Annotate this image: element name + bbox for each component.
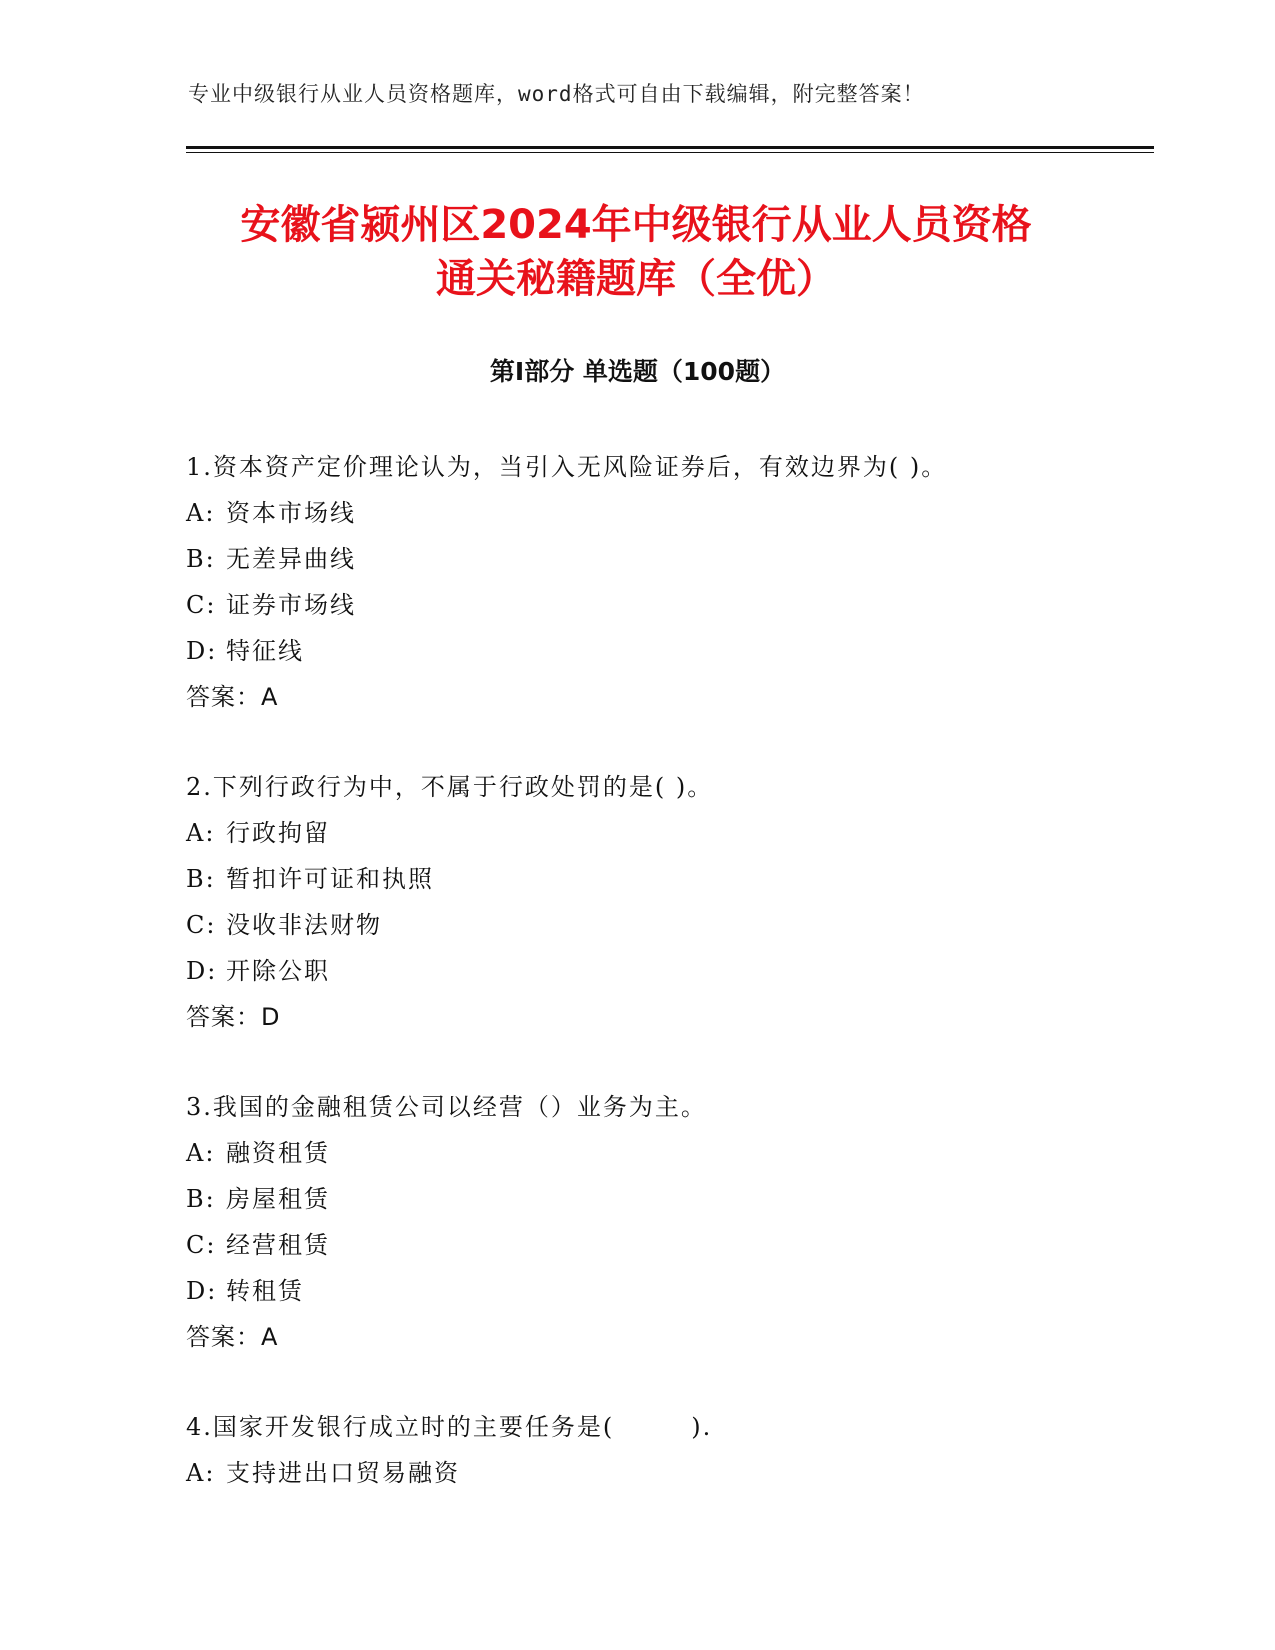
question-3 [186,1084,1106,1360]
question-1 [186,444,1106,720]
option-text: 开除公职 [226,957,330,985]
option-letter: D: [186,1277,218,1305]
section-heading: 第Ⅰ部分 单选题（100题） [489,357,786,386]
option-letter: A: [186,1139,216,1167]
option-text: 经营租赁 [226,1231,330,1259]
option-c [186,902,1106,948]
option-text: 行政拘留 [226,819,330,847]
answer-line [186,674,1106,720]
option-text: 融资租赁 [226,1139,330,1167]
option-d [186,628,1106,674]
option-letter: B: [186,545,216,573]
header-note: 专业中级银行从业人员资格题库，word格式可自由下载编辑，附完整答案！ [188,82,925,106]
answer-label: 答案： [186,1003,261,1031]
answer-value: A [261,1323,279,1351]
question-stem: 1.资本资产定价理论认为，当引入无风险证券后，有效边界为( )。 [186,453,948,481]
option-b [186,536,1106,582]
option-letter: B: [186,865,216,893]
document-title-line-1: 安徽省颍州区2024年中级银行从业人员资格 [240,202,1032,248]
option-letter: C: [186,911,217,939]
option-text: 房屋租赁 [226,1185,330,1213]
question-2 [186,764,1106,1040]
option-letter: D: [186,637,218,665]
question-stem: 3.我国的金融租赁公司以经营（）业务为主。 [186,1093,707,1121]
document-title [186,198,1086,306]
option-a [186,1450,1106,1496]
option-letter: A: [186,819,216,847]
option-text: 转租赁 [226,1277,304,1305]
document-title-line-2: 通关秘籍题库（全优） [436,256,836,302]
option-letter: A: [186,1459,216,1487]
option-a [186,810,1106,856]
answer-label: 答案： [186,1323,261,1351]
option-b [186,856,1106,902]
question-stem: 2.下列行政行为中，不属于行政处罚的是( )。 [186,773,714,801]
option-d [186,1268,1106,1314]
header-rule-thick [186,146,1154,149]
option-d [186,948,1106,994]
answer-label: 答案： [186,683,261,711]
answer-line [186,994,1106,1040]
answer-line [186,1314,1106,1360]
option-text: 资本市场线 [226,499,356,527]
option-text: 支持进出口贸易融资 [226,1459,460,1487]
option-text: 无差异曲线 [226,545,356,573]
option-letter: C: [186,591,217,619]
option-c [186,582,1106,628]
option-b [186,1176,1106,1222]
option-text: 证券市场线 [226,591,356,619]
option-text: 没收非法财物 [226,911,382,939]
option-text: 暂扣许可证和执照 [226,865,434,893]
question-stem: 4.国家开发银行成立时的主要任务是( ). [186,1413,713,1441]
option-text: 特征线 [226,637,304,665]
option-letter: D: [186,957,218,985]
option-letter: C: [186,1231,217,1259]
option-letter: A: [186,499,216,527]
answer-value: A [261,683,279,711]
question-list [186,444,1106,1540]
answer-value: D [261,1003,281,1031]
option-c [186,1222,1106,1268]
question-4 [186,1404,1106,1496]
option-a [186,1130,1106,1176]
option-letter: B: [186,1185,216,1213]
header-rule-thin [186,152,1154,153]
option-a [186,490,1106,536]
